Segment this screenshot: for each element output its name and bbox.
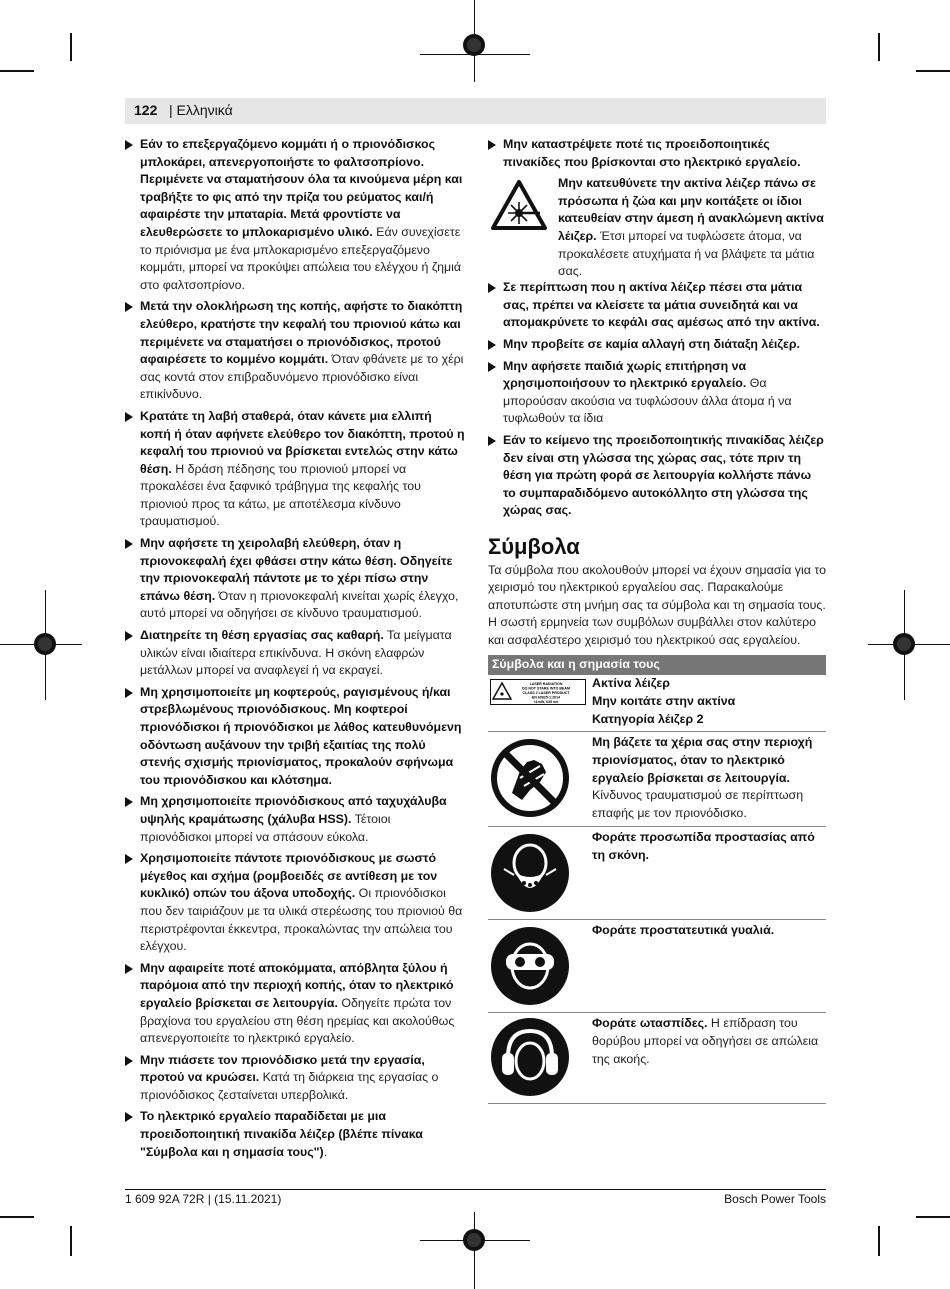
symbol-description: Φοράτε προσωπίδα προστασίας από τη σκόνη.	[592, 830, 815, 863]
right-column	[488, 136, 826, 1104]
svg-text:CLASS 2 LASER PRODUCT: CLASS 2 LASER PRODUCT	[522, 691, 570, 696]
table-row	[488, 920, 826, 1013]
crop-mark	[916, 1216, 950, 1218]
left-column	[125, 136, 465, 1165]
table-row	[488, 827, 826, 920]
list-item: Εάν το επεξεργαζόμενο κομμάτι ή ο πριονόδισκος μπλοκάρει, απενεργοποιήστε το φαλτσοπρίονο. Περιμένετε να σταματήσουν όλα τα κινούμενα μέρη και τραβήξτε το φις από την πρίζα του ρεύματος και/ή αφαιρέστε την μπαταρία. Μετά φροντίστε να ελευθερώσετε το μπλοκαρισμένο υλικό. Εάν συνεχίσετε το πριόνισμα με ένα μπλοκαρισμένο επεξεργαζόμενο κομμάτι, μπορεί να προκύψει απώλεια του ελέγχου ή ζημιά στο φαλτσοπρίονο.	[125, 136, 465, 294]
symbol-description: Φοράτε ωτασπίδες.	[592, 1016, 708, 1031]
list-item: Χρησιμοποιείτε πάντοτε πριονόδισκους με σωστό μέγεθος και σχήμα (ρομβοειδές σε αντίθεση με τον κυκλικό) οπών του άξονα υποδοχής. Οι πριονόδισκοι που δεν ταιριάζουν με τα υλικά στερέωσης του πριονιού θα περιστρέφονται έκκεντρα, προκαλώντας την απώλεια του ελέγχου.	[125, 850, 465, 956]
list-item: Μην αφαιρείτε ποτέ αποκόμματα, απόβλητα ξύλου ή παρόμοια από την περιοχή κοπής, όταν το ηλεκτρικό εργαλείο βρίσκεται σε λειτουργία. Οδηγείτε πρώτα τον βραχίονα του εργαλείου στη θέση ηρεμίας και ακολούθως απενεργοποιείτε το ηλεκτρικό εργαλείο.	[125, 960, 465, 1048]
laser-warning-note	[488, 175, 826, 279]
crop-mark	[916, 70, 950, 72]
crop-mark	[878, 33, 880, 61]
page-number: 122	[134, 102, 158, 118]
table-row: Μη βάζετε τα χέρια σας στην περιοχή πριονίσματος, όταν το ηλεκτρικό εργαλείο βρίσκεται σε λειτουργία. Κίνδυνος τραυματισμού σε περίπτωση επαφής με τον πριονόδισκο.	[488, 732, 826, 827]
list-item: Μην καταστρέψετε ποτέ τις προειδοποιητικές πινακίδες που βρίσκονται στο ηλεκτρικό εργαλείο.	[488, 136, 826, 171]
section-title: Σύμβολα	[488, 533, 580, 559]
list-item: Μην αφήσετε τη χειρολαβή ελεύθερη, όταν η πριονοκεφαλή έχει φθάσει στην κάτω θέση. Οδηγείτε την πριονοκεφαλή πάντοτε με το χέρι πίσω στην επάνω θέση. Όταν η πριονοκεφαλή κινείται χωρίς έλεγχο, αυτό μπορεί να οδηγήσει σε κίνδυνο τραυματισμού.	[125, 535, 465, 623]
list-item: Κρατάτε τη λαβή σταθερά, όταν κάνετε μια ελλιπή κοπή ή όταν αφήνετε ελεύθερο τον διακόπτη, προτού η κεφαλή του πριονιού να βρίσκεται εντελώς στην κάτω θέση. Η δράση πέδησης του πριονιού μπορεί να προκαλέσει ένα ξαφνικό τράβηγμα της κεφαλής του πριονιού προς τα κάτω, με αποτέλεσμα κίνδυνο τραυματισμού.	[125, 408, 465, 531]
crop-mark	[70, 33, 72, 61]
svg-text:DO NOT STARE INTO BEAM: DO NOT STARE INTO BEAM	[522, 686, 570, 691]
laser-label-icon	[490, 679, 586, 711]
table-header: Σύμβολα και η σημασία τους	[488, 655, 826, 675]
list-item: Μη χρησιμοποιείτε μη κοφτερούς, ραγισμένους ή/και στρεβλωμένους πριονόδισκους. Μη κοφτεροί πριονόδισκοι ή πριονόδισκοι με λάθος κατευθυνόμενη οδόντωση αυξάνουν την τριβή εξαιτίας της πολύ στενής σχισμής πριονίσματος, προκαλούν σφήνωμα του πριονόδισκου και κλότσημα.	[125, 684, 465, 790]
crop-mark	[878, 1226, 880, 1256]
list-item: Μη χρησιμοποιείτε πριονόδισκους από ταχυχάλυβα υψηλής κραμάτωσης (χάλυβα HSS). Τέτοιοι πριονόδισκοι μπορεί να σπάσουν εύκολα.	[125, 793, 465, 846]
svg-text:LASER RADIATION: LASER RADIATION	[529, 682, 563, 687]
table-row	[488, 675, 826, 732]
svg-text:<1mW, 635 nm: <1mW, 635 nm	[533, 700, 559, 705]
table-row: Φοράτε ωτασπίδες. Η επίδραση του θορύβου μπορεί να οδηγήσει σε απώλεια της ακοής.	[488, 1013, 826, 1104]
safety-goggles-icon	[490, 926, 570, 1012]
footer-rule	[125, 1189, 826, 1190]
svg-text:EN 60825-1:2014: EN 60825-1:2014	[531, 695, 561, 700]
crop-mark	[0, 1216, 34, 1218]
symbol-description: Φοράτε προστατευτικά γυαλιά.	[592, 923, 775, 938]
laser-note-text: Έτσι μπορεί να τυφλώσετε άτομα, να προκαλέσετε ατυχήματα ή να βλάψετε τα μάτια σας.	[558, 228, 815, 279]
section-intro: Τα σύμβολα που ακολουθούν μπορεί να έχουν σημασία για το χειρισμό του ηλεκτρικού εργαλείου σας. Παρακαλούμε αποτυπώστε στη μνήμη σας τα σύμβολα και τη σημασία τους. Η σωστή ερμηνεία των συμβόλων συμβάλλει στον καλύτερο και ασφαλέστερο χειρισμό του ηλεκτρικού σας εργαλείου.	[488, 562, 826, 647]
list-item: Εάν το κείμενο της προειδοποιητικής πινακίδας λέιζερ δεν είναι στη γλώσσα της χώρας σας, τότε πριν τη θέση για πρώτη φορά σε λειτουργία κολλήστε πάνω το συμπαραδιδόμενο αυτοκόλλητο στη γλώσσα της χώρας σας.	[488, 432, 826, 520]
list-item: Σε περίπτωση που η ακτίνα λέιζερ πέσει στα μάτια σας, πρέπει να κλείσετε τα μάτια συνειδητά και να απομακρύνετε το κεφάλι σας αμέσως από την ακτίνα.	[488, 279, 826, 332]
list-item: Μην αφήσετε παιδιά χωρίς επιτήρηση να χρησιμοποιήσουν το ηλεκτρικό εργαλείο. Θα μπορούσαν ακούσια να τυφλώσουν άλλα άτομα ή να τυφλωθούν τα ίδια	[488, 358, 826, 428]
laser-note-bold: Μην κατευθύνετε την ακτίνα λέιζερ πάνω σε πρόσωπα ή ζώα και μην κοιτάξετε οι ίδιοι κατευθείαν στην άμεση ή ανακλώμενη ακτίνα λέιζερ.	[558, 176, 824, 243]
registration-mark	[463, 1229, 485, 1251]
footer-brand: Bosch Power Tools	[724, 1192, 826, 1206]
symbol-description: Μη βάζετε τα χέρια σας στην περιοχή πριονίσματος, όταν το ηλεκτρικό εργαλείο βρίσκεται σε λειτουργία.	[592, 735, 813, 785]
list-item: Μην πιάσετε τον πριονόδισκο μετά την εργασία, προτού να κρυώσει. Κατά τη διάρκεια της εργασίας ο πριονόδισκος ζεσταίνεται υπερβολικά.	[125, 1052, 465, 1105]
language-label: | Ελληνικά	[169, 102, 233, 118]
no-hands-icon	[490, 738, 570, 824]
registration-mark	[893, 633, 915, 655]
laser-warning-icon	[490, 179, 548, 231]
list-item: Διατηρείτε τη θέση εργασίας σας καθαρή. Τα μείγματα υλικών είναι ιδιαίτερα επικίνδυνα. Η σκόνη ελαφρών μετάλλων μπορεί να αναφλεγεί ή να εκραγεί.	[125, 627, 465, 680]
list-item: Μην προβείτε σε καμία αλλαγή στη διάταξη λέιζερ.	[488, 336, 826, 354]
crop-mark	[0, 70, 34, 72]
symbol-description: Ακτίνα λέιζερ Μην κοιτάτε στην ακτίνα Κατηγορία λέιζερ 2	[592, 676, 736, 726]
list-item: Μετά την ολοκλήρωση της κοπής, αφήστε το διακόπτη ελεύθερο, κρατήστε την κεφαλή του πριονιού κάτω και περιμένετε να σταματήσει ο πριονόδισκος, προτού αφαιρέσετε το κομμένο κομμάτι. Όταν φθάνετε με το χέρι σας κοντά στον επιβραδυνόμενο πριονόδισκο είναι επικίνδυνο.	[125, 298, 465, 404]
footer-doc-id: 1 609 92A 72R | (15.11.2021)	[125, 1192, 282, 1206]
ear-protection-icon	[490, 1017, 570, 1103]
page-header	[125, 98, 826, 124]
registration-mark	[34, 633, 56, 655]
dust-mask-icon	[490, 833, 570, 919]
list-item: Το ηλεκτρικό εργαλείο παραδίδεται με μια προειδοποιητική πινακίδα λέιζερ (βλέπε πίνακα "Σύμβολα και η σημασία τους").	[125, 1108, 465, 1161]
crop-mark	[70, 1226, 72, 1256]
registration-mark	[463, 34, 485, 56]
